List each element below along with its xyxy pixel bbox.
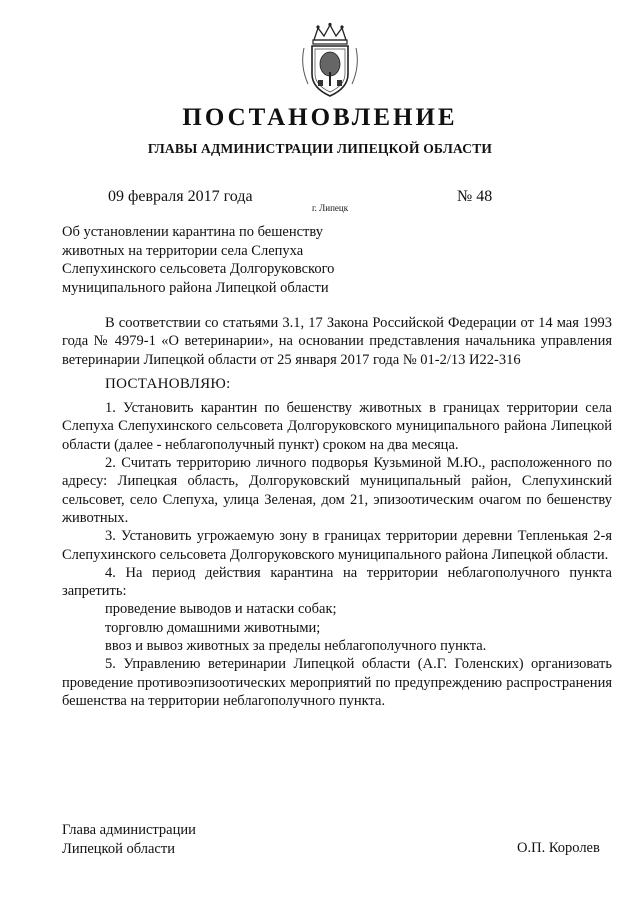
signer-position	[62, 821, 196, 859]
subject-line: Слепухинского сельсовета Долгоруковского	[62, 261, 335, 277]
coat-of-arms-icon	[298, 22, 362, 102]
document-subject	[62, 223, 362, 297]
document-date: 09 февраля 2017 года	[108, 188, 253, 205]
subject-line: муниципального района Липецкой области	[62, 279, 329, 296]
item-paragraph-5: 5. Управлению ветеринарии Липецкой области (А.Г. Голенских) организовать проведение противоэпизоотических мероприятий по предупреждению распространения бешенства на территории неблагополучного пункта.	[62, 656, 612, 709]
subject-line: животных на территории села Слепуха	[62, 242, 304, 259]
document-number: № 48	[457, 188, 493, 205]
document-subtitle: ГЛАВЫ АДМИНИСТРАЦИИ ЛИПЕЦКОЙ ОБЛАСТИ	[147, 141, 493, 156]
document-body	[62, 314, 612, 710]
prohibition-item: торговлю домашними животными;	[105, 619, 321, 636]
document-title: ПОСТАНОВЛЕНИЕ	[182, 104, 458, 131]
item-paragraph-3: 3. Установить угрожаемую зону в границах территории деревни Тепленькая 2-я Слепухинского сельсовета Долгоруковского муниципального района Липецкой области.	[62, 528, 612, 563]
prohibition-item: проведение выводов и натаски собак;	[105, 601, 337, 618]
signer-position-line: Глава администрации	[62, 822, 196, 838]
item-paragraph-2: 2. Считать территорию личного подворья Кузьминой М.Ю., расположенного по адресу: Липецкая область, Долгоруковский муниципальный район, Слепухинский сельсовет, село Слепуха, улица Зеленая, дом 21, эпизоотическим очагом по бешенству животных.	[62, 455, 612, 526]
document-city: г. Липецк	[312, 203, 349, 213]
signer-position-line: Липецкой области	[62, 841, 175, 857]
signer-name: О.П. Королев	[517, 840, 600, 856]
item-paragraph-4: 4. На период действия карантина на территории неблагополучного пункта запретить:	[62, 564, 612, 600]
prohibition-item: ввоз и вывоз животных за пределы неблагополучного пункта.	[105, 638, 487, 655]
decree-word: ПОСТАНОВЛЯЮ:	[105, 375, 231, 392]
preamble-paragraph: В соответствии со статьями 3.1, 17 Закона Российской Федерации от 14 мая 1993 года № 4979-1 «О ветеринарии», на основании представления начальника управления ветеринарии Липецкой области от 25 января 2017 года № 01-2/13 И22-316	[62, 315, 612, 368]
item-paragraph-1: 1. Установить карантин по бешенству животных в границах территории села Слепуха Слепухинского сельсовета Долгоруковского муниципального района Липецкой области (далее - неблагополучный пункт) сроком на два месяца.	[62, 400, 612, 453]
subject-line: Об установлении карантина по бешенству	[62, 224, 323, 240]
